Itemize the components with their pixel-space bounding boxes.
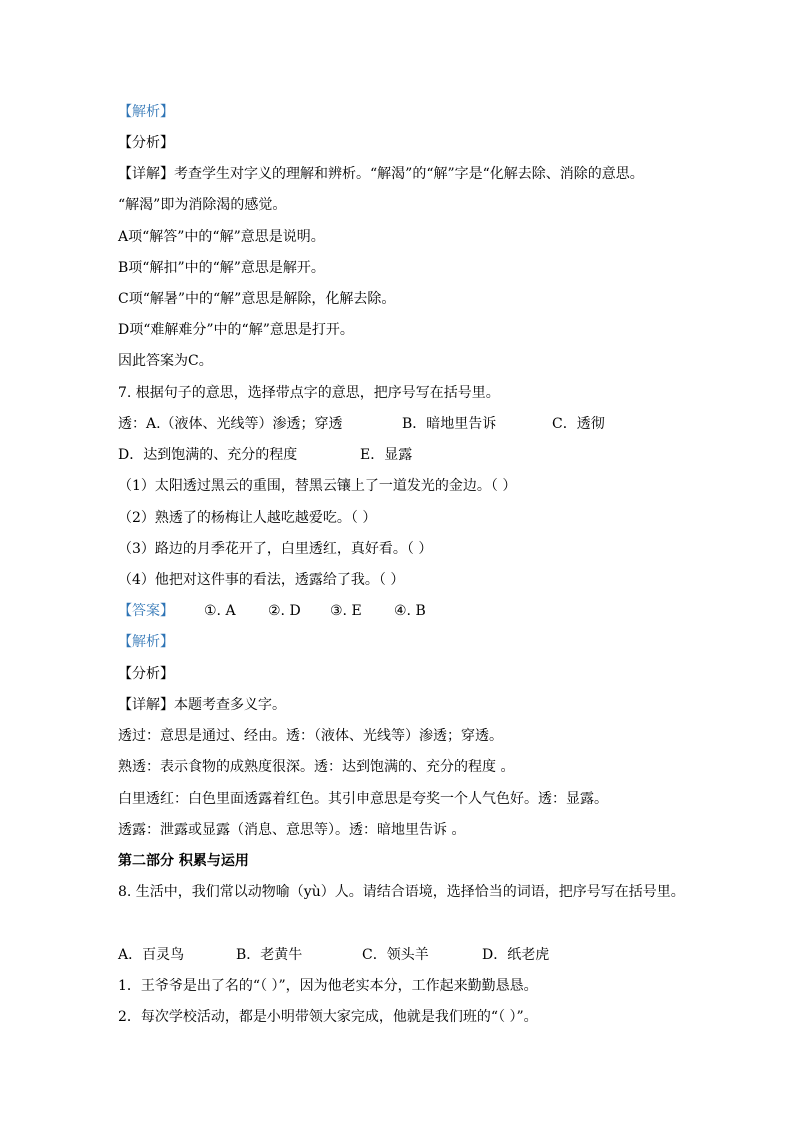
explanation-toulu: 透露：泄露或显露（消息、意思等）。透：暗地里告诉 。 [118, 822, 466, 838]
question-8-stem: 8. 生活中，我们常以动物喻（yù）人。请结合语境，选择恰当的词语，把序号写在括号里。 [118, 884, 685, 900]
option-b-explanation: B项“解扣”中的“解”意思是解开。 [118, 260, 325, 276]
option-c-explanation: C项“解暑”中的“解”意思是解除，化解去除。 [118, 291, 396, 307]
answer-2: ②. D [268, 603, 301, 619]
option-a: 透：A.（液体、光线等）渗透；穿透 [118, 416, 343, 432]
xiangjie-text-2: 本题考查多义字。 [174, 697, 286, 713]
part-2-heading: 第二部分 积累与运用 [118, 853, 249, 869]
xiangjie-label: 【详解】 [118, 166, 174, 182]
xiangjie-label-2: 【详解】 [118, 697, 174, 713]
option-d-explanation: D项“难解难分”中的“解”意思是打开。 [118, 322, 354, 338]
question-7-sentence-2: （2）熟透了的杨梅让人越吃越爱吃。（ ） [118, 510, 377, 526]
option-d: D．纸老虎 [482, 947, 550, 963]
fenxi-label-2: 【分析】 [118, 666, 174, 682]
option-a: A．百灵鸟 [118, 947, 185, 963]
answer-3: ③. E [330, 603, 362, 619]
explanation-shoutou: 熟透：表示食物的成熟度很深。透：达到饱满的、充分的程度 。 [118, 759, 515, 775]
option-c: C．领头羊 [362, 947, 429, 963]
analysis-label-2: 【解析】 [118, 634, 174, 650]
question-8-sentence-2: 2．每次学校活动，都是小明带领大家完成，他就是我们班的“（ ）”。 [118, 1009, 538, 1025]
xiangjie-line [118, 165, 644, 183]
explanation-line: “解渴”即为消除渴的感觉。 [118, 197, 287, 213]
question-7-stem: 7. 根据句子的意思，选择带点字的意思，把序号写在括号里。 [118, 385, 500, 401]
answer-1: ①. A [204, 603, 236, 619]
answer-label: 【答案】 [118, 603, 174, 619]
option-b: B．暗地里告诉 [402, 416, 497, 432]
option-a-explanation: A项“解答”中的“解”意思是说明。 [118, 229, 325, 245]
option-b: B．老黄牛 [236, 947, 303, 963]
question-7-sentence-3: （3）路边的月季花开了，白里透红，真好看。（ ） [118, 541, 433, 557]
question-7-sentence-4: （4）他把对这件事的看法，透露给了我。（ ） [118, 572, 405, 588]
xiangjie-text: 考查学生对字义的理解和辨析。“解渴”的“解”字是“化解去除、消除的意思。 [174, 166, 644, 182]
question-7-sentence-1: （1）太阳透过黑云的重围，替黑云镶上了一道发光的金边。（ ） [118, 478, 517, 494]
question-8-options [118, 946, 549, 964]
explanation-touguo: 透过：意思是通过、经由。透：（液体、光线等）渗透；穿透。 [118, 728, 503, 744]
answer-conclusion: 因此答案为C。 [118, 353, 213, 369]
answer-4: ④. B [394, 603, 426, 619]
answer-line [118, 602, 426, 620]
explanation-bailitouhong: 白里透红：白色里面透露着红色。其引申意思是夸奖一个人气色好。透：显露。 [118, 791, 608, 807]
analysis-label: 【解析】 [118, 104, 174, 120]
option-e: E．显露 [360, 447, 413, 463]
option-d: D．达到饱满的、充分的程度 [118, 447, 298, 463]
option-c: C．透彻 [552, 416, 605, 432]
question-8-sentence-1: 1．王爷爷是出了名的“（ ）”，因为他老实本分，工作起来勤勤恳恳。 [118, 978, 538, 994]
fenxi-label: 【分析】 [118, 135, 174, 151]
question-7-options-row-1 [118, 415, 605, 433]
question-7-options-row-2 [118, 446, 412, 464]
xiangjie-line-2 [118, 696, 286, 714]
